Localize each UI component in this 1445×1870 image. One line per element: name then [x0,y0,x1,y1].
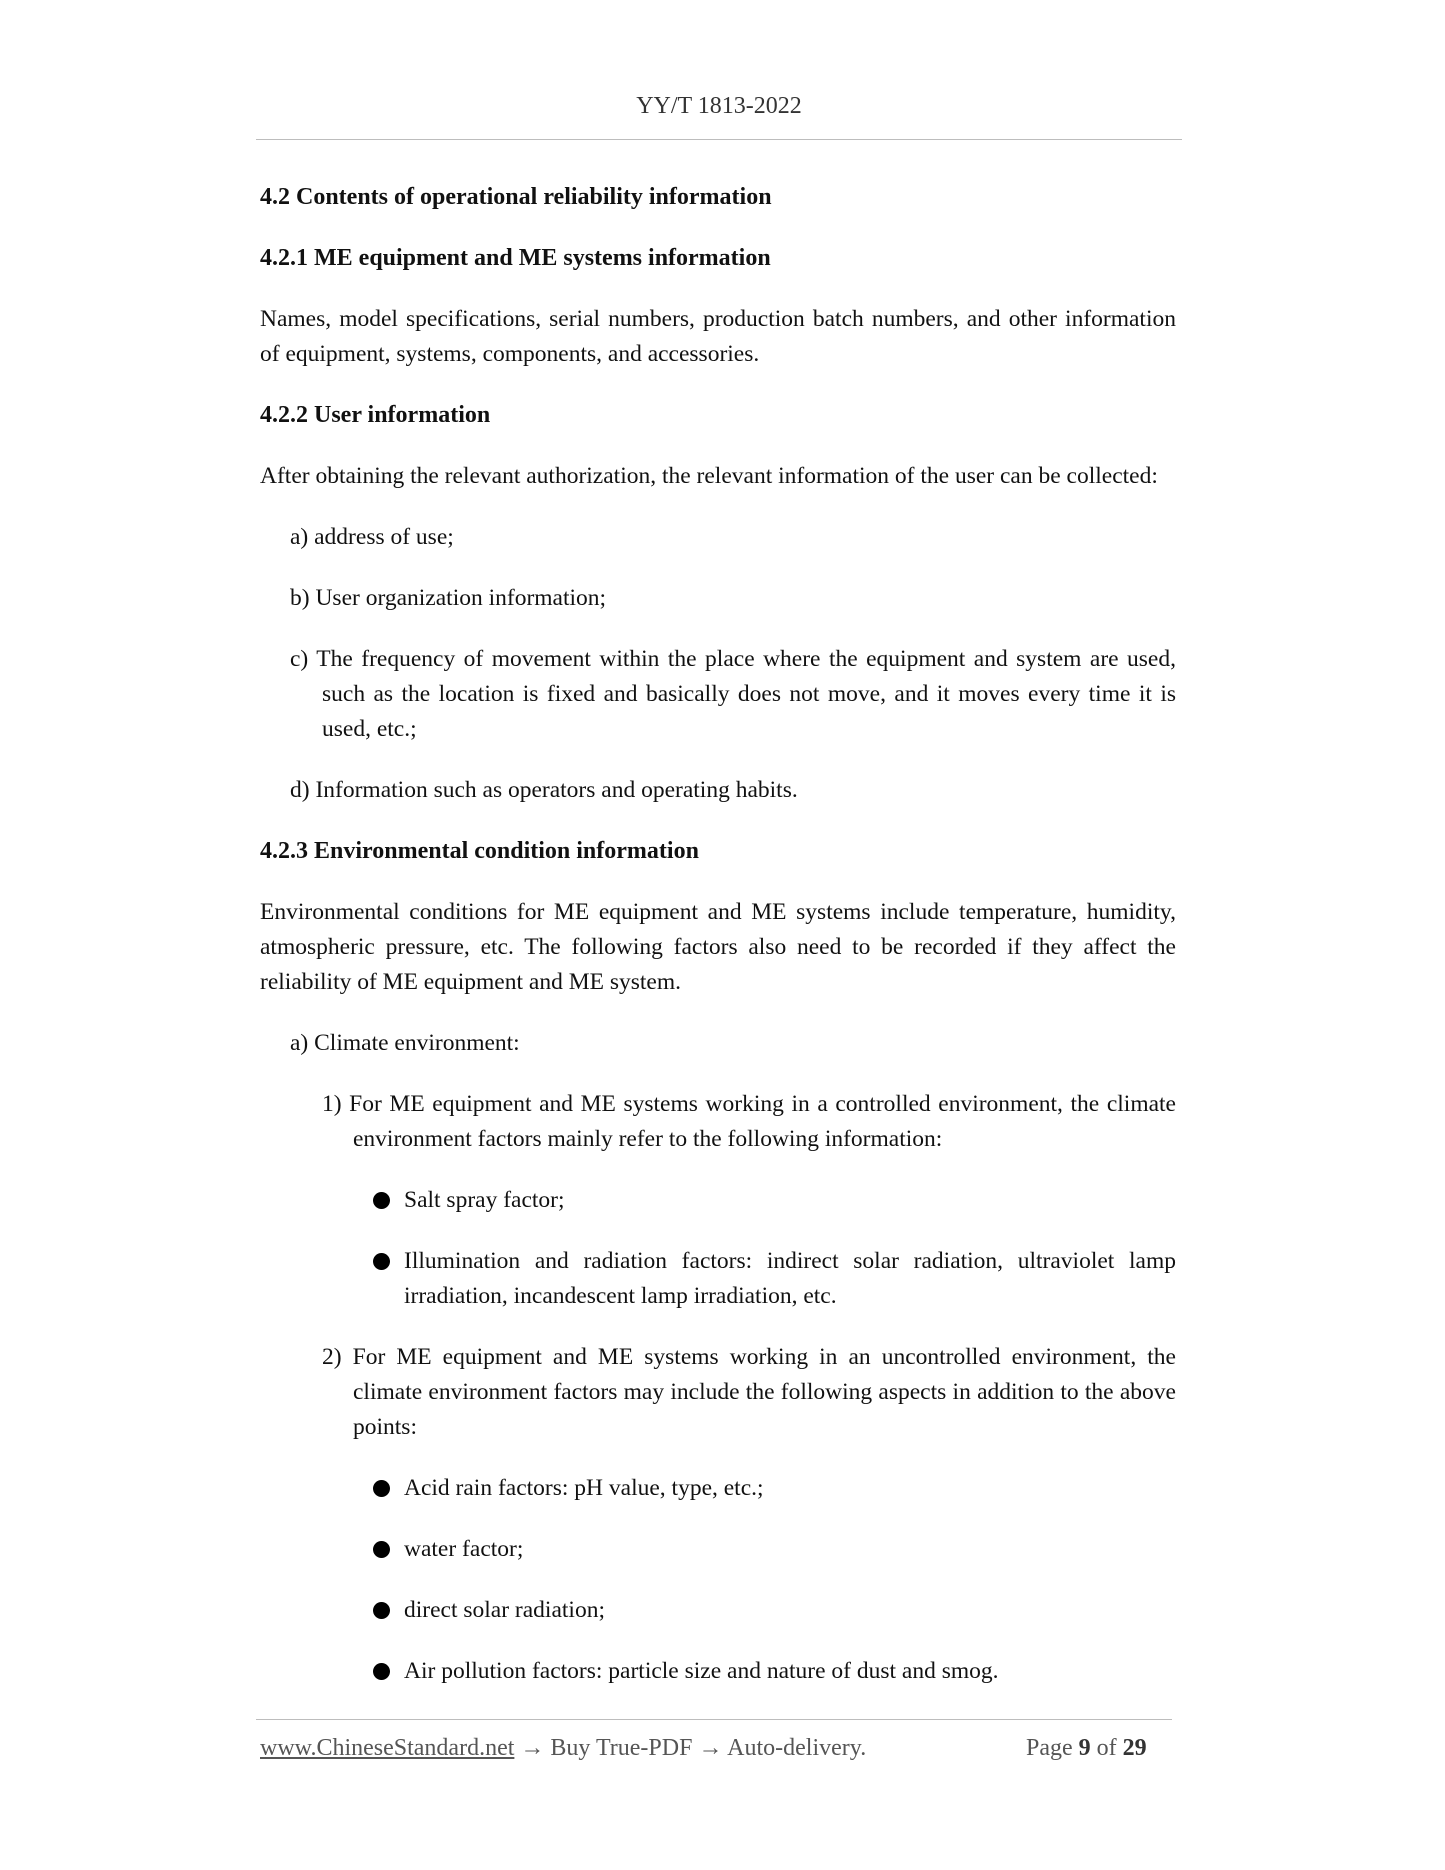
list-item-b: b) User organization information; [290,585,607,611]
section-4-2-2-heading: 4.2.2 User information [260,402,491,428]
bullet-dot-icon [373,1602,390,1619]
current-page-number: 9 [1078,1735,1091,1761]
header-divider [256,139,1182,140]
section-4-2-heading: 4.2 Contents of operational reliability information [260,184,772,210]
bullet-text: Salt spray factor; [404,1187,565,1213]
total-page-count: 29 [1122,1735,1147,1761]
page-label: Page [1026,1735,1073,1761]
footer-divider [256,1719,1172,1720]
website-link[interactable]: www.ChineseStandard.net [260,1735,515,1761]
page-content [260,180,1176,1715]
bullet-item [260,1183,1176,1218]
bullet-text: Air pollution factors: particle size and nature of dust and smog. [404,1658,999,1684]
bullet-item [260,1244,1176,1314]
bullet-item [260,1654,1176,1689]
list-item-climate: a) Climate environment: [290,1030,520,1056]
bullet-text: Illumination and radiation factors: indirect solar radiation, ultraviolet lamp irradiation, incandescent lamp irradiation, etc. [404,1248,1176,1309]
bullet-item [260,1593,1176,1628]
page-indicator [1026,1735,1147,1762]
section-4-2-2-text: After obtaining the relevant authorization, the relevant information of the user can be collected: [260,463,1158,489]
bullet-dot-icon [373,1192,390,1209]
arrow-right-icon: → [520,1735,545,1761]
bullet-dot-icon [373,1541,390,1558]
auto-delivery-text: Auto-delivery. [727,1735,867,1761]
list-item-c: c) The frequency of movement within the place where the equipment and system are used, such as the location is fixed and basically does not move, and it moves every time it is used, etc.; [290,646,1176,742]
of-label: of [1096,1735,1117,1761]
section-4-2-1-heading: 4.2.1 ME equipment and ME systems information [260,245,771,271]
bullet-item [260,1471,1176,1506]
sub-item-uncontrolled-environment: 2) For ME equipment and ME systems working in an uncontrolled environment, the climate environment factors may include the following aspects in addition to the above points: [322,1344,1176,1440]
footer-promo [260,1735,866,1762]
bullet-item [260,1532,1176,1567]
sub-item-controlled-environment: 1) For ME equipment and ME systems working in a controlled environment, the climate environment factors mainly refer to the following information: [322,1091,1176,1152]
arrow-right-icon: → [698,1735,723,1761]
section-4-2-1-text: Names, model specifications, serial numbers, production batch numbers, and other information of equipment, systems, components, and accessories. [260,306,1176,367]
list-item-d: d) Information such as operators and operating habits. [290,777,798,803]
bullet-dot-icon [373,1253,390,1270]
list-item-a: a) address of use; [290,524,454,550]
bullet-text: direct solar radiation; [404,1597,605,1623]
bullet-text: water factor; [404,1536,524,1562]
document-code-header: YY/T 1813-2022 [636,93,802,119]
bullet-dot-icon [373,1663,390,1680]
buy-true-pdf-text: Buy True-PDF [550,1735,693,1761]
bullet-text: Acid rain factors: pH value, type, etc.; [404,1475,764,1501]
section-4-2-3-text: Environmental conditions for ME equipment and ME systems include temperature, humidity, atmospheric pressure, etc. The following factors also need to be recorded if they affect the reliability of ME equipment and ME system. [260,899,1176,995]
section-4-2-3-heading: 4.2.3 Environmental condition information [260,838,699,864]
bullet-dot-icon [373,1480,390,1497]
